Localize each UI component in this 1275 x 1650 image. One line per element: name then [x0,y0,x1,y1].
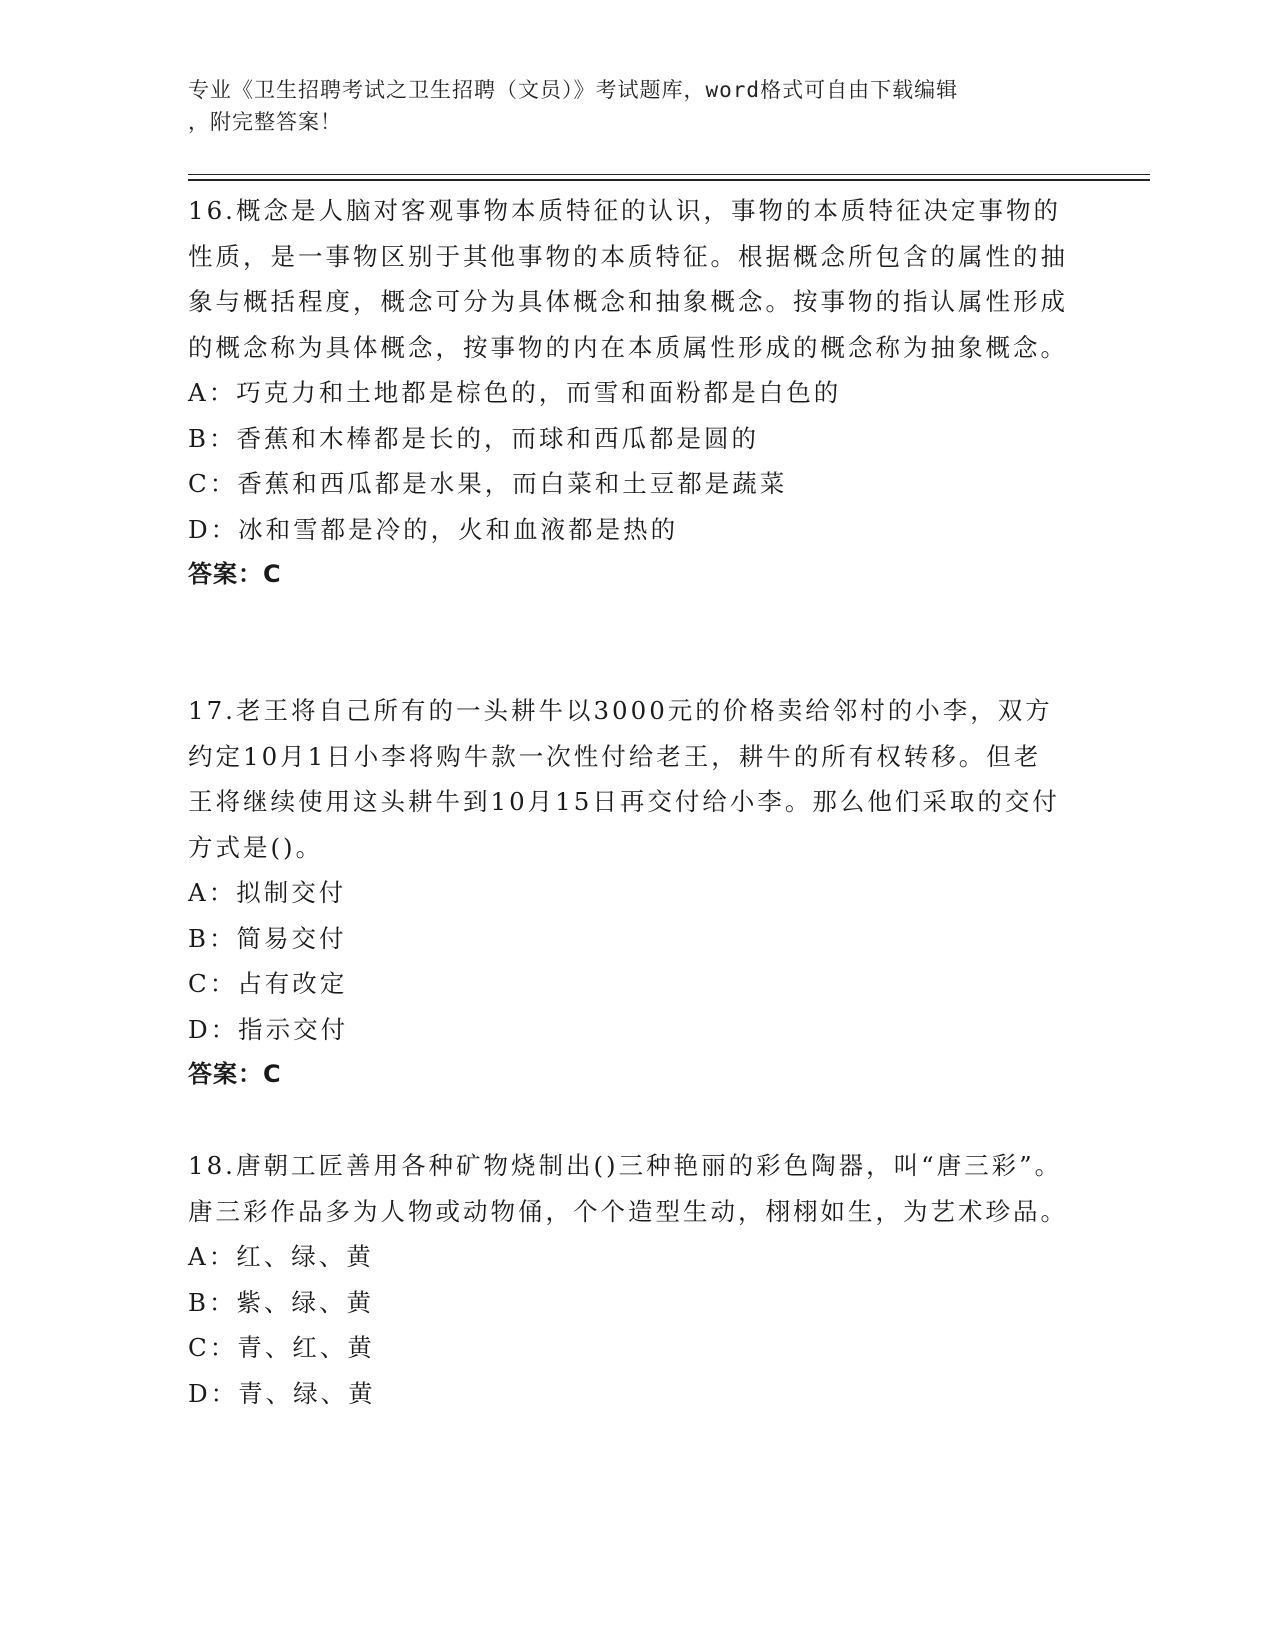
question-18 [188,1143,1068,1416]
option-b: B：香蕉和木棒都是长的，而球和西瓜都是圆的 [188,423,760,453]
option-a: A：巧克力和土地都是棕色的，而雪和面粉都是白色的 [188,378,842,407]
option-d: D：青、绿、黄 [188,1378,376,1408]
answer: 答案：C [188,560,282,588]
header-divider-thin [188,174,1150,175]
option-a: A：红、绿、黄 [188,1242,374,1271]
header-line-2: ，附完整答案！ [188,110,342,134]
option-b: B：紫、绿、黄 [188,1287,375,1317]
question-16 [188,188,1068,597]
document-header [188,74,1068,138]
option-a: A：拟制交付 [188,878,347,907]
option-c: C：香蕉和西瓜都是水果，而白菜和土豆都是蔬菜 [188,469,788,498]
header-line-1: 专业《卫生招聘考试之卫生招聘（文员）》考试题库，word格式可自由下载编辑 [188,78,959,102]
question-text: 17.老王将自己所有的一头耕牛以3000元的价格卖给邻村的小李，双方约定10月1日小李将购牛款一次性付给老王，耕牛的所有权转移。但老王将继续使用这头耕牛到10月15日再交付给小李。那么他们采取的交付方式是()。 [188,696,1060,862]
answer: 答案：C [188,1060,282,1088]
option-d: D：冰和雪都是冷的，火和血液都是热的 [188,514,679,544]
question-text: 16.概念是人脑对客观事物本质特征的认识，事物的本质特征决定事物的性质，是一事物区别于其他事物的本质特征。根据概念所包含的属性的抽象与概括程度，概念可分为具体概念和抽象概念。按事物的指认属性形成的概念称为具体概念，按事物的内在本质属性形成的概念称为抽象概念。 [188,196,1068,362]
option-c: C：青、红、黄 [188,1333,375,1362]
option-b: B：简易交付 [188,923,347,953]
option-d: D：指示交付 [188,1014,349,1044]
question-text: 18.唐朝工匠善用各种矿物烧制出()三种艳丽的彩色陶器，叫“唐三彩”。唐三彩作品多为人物或动物俑，个个造型生动，栩栩如生，为艺术珍品。 [188,1151,1068,1226]
question-17 [188,688,1068,1097]
option-c: C：占有改定 [188,969,348,998]
header-divider-thick [188,179,1150,181]
